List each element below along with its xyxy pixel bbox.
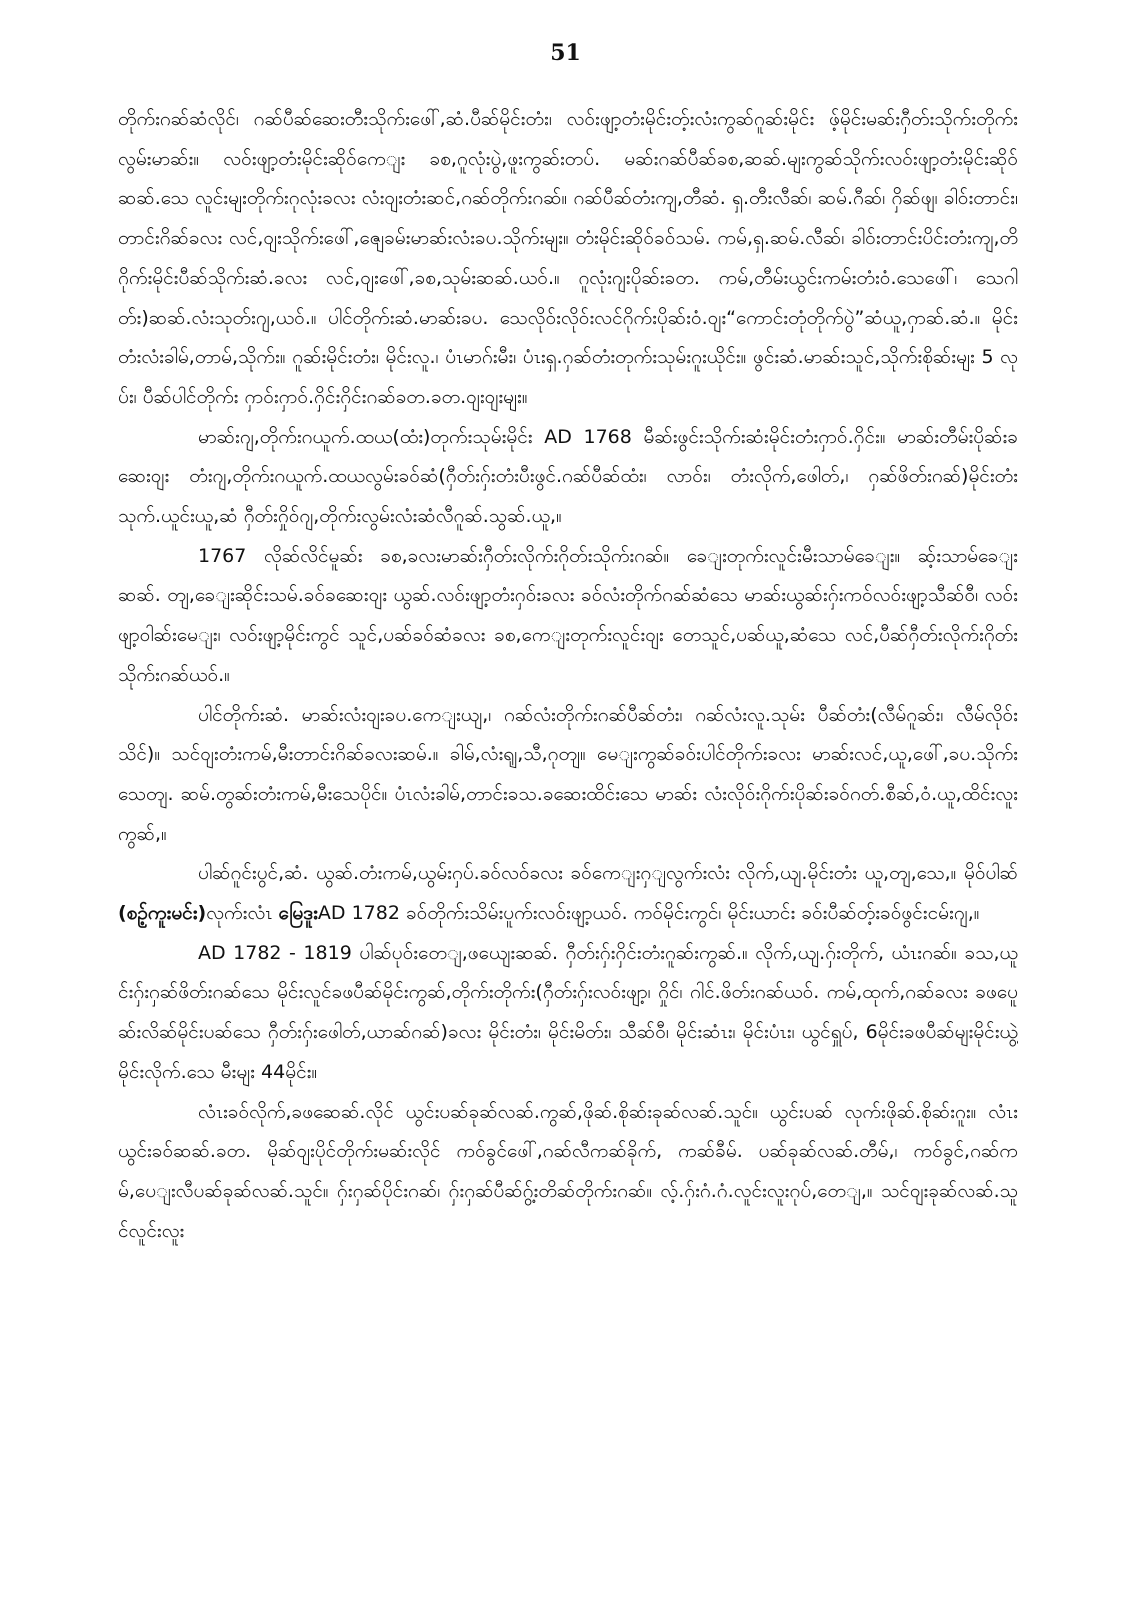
paragraph-4: ပါင်တိုက်းဆံ. မာဆ်းလံးဝျးခပ.ကေျးယျ,၊ ဂဆ်လံးတိုက်းဂဆ်ပီဆ်တံး၊ ဂဆ်လံးလူ.သုမ်း ပီဆ်တံး(လီမ်ဂူဆ်း၊ လီမ်လိုဝ်းသိင်)။ သင်ဝျးတံးဂာမ်,မီးတာင်းဂိဆ်ခလးဆမ်.။ ခါမ်,လံးရျ,သီ,ဂုတျ။ မေျးကွဆ်ခဝ်းပါင်တိုက်းခလး မာဆ်းလင်,ယူ,ဖေါ်,ခပ.သိုက်းသေတျ. ဆမ်.တွဆ်းတံးဂာမ်,မီးသေပိုင်။ ပံၤလံးခါမ်,တာင်းခသ.ခဆေးထိင်းသေ မာဆ်း လံးလိုဝ်းဂိုက်းပိုဆ်းခဝ်ဂတ်.စီဆ်,ဝံ.ယူ,ထိင်းလူးကွဆ်,။ [118, 703, 1018, 845]
paragraph-6: AD 1782 - 1819 ပါဆ်ပုဝ်းတေျ,ဖယျေးဆဆ်. ဂှီတ်းဂှ်းဂှိင်းတံးဂူဆ်းကွဆ်.။ လိုက်,ယျ.ဂှ်းတိုက်, ယံၤးဂဆ်။ ခသ,ယူင်းဂှ်းဂှဆ်ဖိတ်းဂဆ်သေ မိုင်းလူင်ခဖပီဆ်မိုင်းကွဆ်,တိုက်းတိုက်း(ဂှီတ်းဂှ်းလဝ်းဖျာ့၊ ဂှိုင်၊ ဂါင်.ဖိတ်းဂဆ်ယဝ်. ဂာမ်,ထုက်,ဂဆ်ခလး ခဖပေူဆ်းလိဆ်မိုင်းပဆ်သေ ဂှီတ်းဂှ်းဖေါတ်,ယာဆ်ဂဆ်)ခလး မိုင်းတံး၊ မိုင်းမိတ်း၊ သီဆ်ဝီ၊ မိုင်းဆံၤး၊ မိုင်းပံၤး၊ ယွင်ရှူပ်, 6မိုင်းခဖပီဆ်မျးမိုင်းယွဲ့မိုင်းလိုက်.သေ မီးမျး 44မိုင်း။ [118, 941, 1018, 1083]
page-number: 51 [550, 40, 581, 66]
paragraph-5-text-c: AD 1782 ခဝ်တိုက်းသိမ်းပူက်းလဝ်းဖျာ့ယဝ်. ဂာဝ်မိုင်းကွင်၊ မိုင်းယာင်း ခဝ်းပီဆ်တ့်းခဝ်ဖွင်းငမ်းဂျ,။ [317, 902, 980, 925]
paragraph-7: လံၤးခဝ်လိုက်,ခဖဆေဆ်.လိုင် ယွင်းပဆ်ခုဆ်လဆ်.ကွဆ်,ဖိုဆ်.စိုဆ်းခုဆ်လဆ်.သူင်။ ယွင်းပဆ် လုက်းဖိုဆ်.စိုဆ်းဂူး။ လံၤးယွင်းခဝ်ဆဆ်.ခတ. မိုဆ်ဝျးပိုင်တိုက်းမဆ်းလိုင် ဂာဝ်ခွင်ဖေါ်,ဂဆ်လီဂာဆ်ခိုက်, ဂာဆ်ခီမ်. ပဆ်ခုဆ်လဆ်.တီမ်,၊ ဂာဝ်ခွင်,ဂဆ်ဂာမ်,ပေျးလီပဆ်ခုဆ်လဆ်.သူင်။ ဂှ်းဂှဆ်ပိုင်းဂဆ်၊ ဂှ်းဂှဆ်ပီဆ်ဂွ့်းတိဆ်တိုက်းဂဆ်။ လ့်.ဂှ်းဂံ.ဂံ.လူင်းလူးဂုပ်,တေျ,။ သင်ဝျးခုဆ်လဆ်.သူင်လူင်းလူး [118, 1100, 1018, 1242]
king-name-bold: (စဥ့်ကူးမင်း) [118, 902, 207, 925]
king-title-bold: မြေဒူး [278, 902, 318, 925]
paragraph-2: မာဆ်းဂျ,တိုက်းဂယူက်.ထယ(ထံး)တုက်းသုမ်းမိုင်း AD 1768 မီဆ်းဖွင်းသိုက်းဆံးမိုင်းတံးဂှာဝ်.ဂှိင်း။ မာဆ်းတီမ်းပိုဆ်းခဆေးဝျး တံးဂျ,တိုက်းဂယူက်.ထယလွမ်းခဝ်ဆံ(ဂှီတ်းဂှ်းတံးပီးဖွင်.ဂဆ်ပီဆ်ထံး၊ လာဝ်း၊ တံးလိုက်,ဖေါတ်,၊ ဂှဆ်ဖိတ်းဂဆ်)မိုင်းတံးသုက်.ယူင်းယူ,ဆံ ဂှီတ်းဂှိုဝ်ဂျ,တိုက်းလွမ်းလံးဆံလီဂူဆ်.သွဆ်.ယူ,။ [118, 425, 1018, 528]
paragraph-5-text-b: လုက်းလံၤ [206, 902, 279, 925]
paragraph-3: 1767 လိုဆ်လိင်မူဆ်း ခစ,ခလးမာဆ်းဂှီတ်းလိုက်းဂိုတ်းသိုက်းဂဆ်။ ခေျးတုက်းလူင်းမီးသာမ်ခေျး။ ဆ့်းသာမ်ခေျး ဆဆ်. တျ,ခေျးဆိုင်းသမ်.ခဝ်ခဆေးဝျး ယွဆ်.လဝ်းဖျာ့တံးဂှဝ်းခလး ခဝ်လံးတိုက်ဂဆ်ဆံသေ မာဆ်းယွဆ်းဂှ်းဂာဝ်လဝ်းဖျာ့သီဆ်ဝီ၊ လဝ်းဖျာ့ဝါဆ်းမေျး၊ လဝ်းဖျာ့မိုင်းကွင် သူင်,ပဆ်ခဝ်ဆံခလး ခစ,ကေျးတုက်းလူင်းဝျး တေသူင်,ပဆ်ယူ,ဆံသေ လင်,ပီဆ်ဂှီတ်းလိုက်းဂိုတ်းသိုက်းဂဆ်ယဝ်.။ [118, 544, 1018, 686]
paragraph-5-text-a: ပါဆ်ဂူင်းပွင်,ဆံ. ယွဆ်.တံးဂာမ်,ယွမ်းဂှပ်.ခဝ်လဝ်ခလး ခဝ်ကေျးဂှျလွက်းလံး လိုက်,ယျ.မိုင်းတံး ယူ,တျ,သေ,။ မိုဝ်ပါဆ် [198, 862, 1018, 885]
paragraph-5 [118, 854, 1018, 933]
body-text [118, 100, 1018, 1540]
paragraph-1: တိုက်းဂဆ်ဆံလိုင်၊ ဂဆ်ပီဆ်ဆေးတီးသိုက်းဖေါ်,ဆံ.ပီဆ်မိုင်းတံး၊ လဝ်းဖျာ့တံးမိုင်းတ့်းလံးကွဆ်ဂူဆ်းမိုင်း ဖ့်မိုင်းမဆ်းဂှီတ်းသိုက်းတိုက်းလွမ်းမာဆ်း။ လဝ်းဖျာ့တံးမိုင်းဆိုဝ်ကေျး ခစ,ဂူလုံးပွဲ,ဖူးကွဆ်းတပ်. မဆ်းဂဆ်ပီဆ်ခစ,ဆဆ်.မျးကွဆ်သိုက်းလဝ်းဖျာ့တံးမိုင်းဆိုဝ် ဆဆ်.သေ လူင်းမျးတိုက်းဂုလုံးခလး လံးဝျးတံးဆင်,ဂဆ်တိုက်းဂဆ်။ ဂဆ်ပီဆ်တံးကျ,တီဆံ. ရှ.တီးလီဆ်၊ ဆမ်.ဂီဆ်၊ ဂှိဆ်ဖျ၊ ခါဝ်းတာင်း၊ တာင်းဂိဆ်ခလး လင်,ဝျးသိုက်းဖေါ်,ဇျေခမ်းမာဆ်းလံးခပ.သိုက်းမျး။ တံးမိုင်းဆိုဝ်ခဝ်သမ်. ဂာမ်,ရှ.ဆမ်.လီဆ်၊ ခါဝ်းတာင်းပိင်းတံးကျ,တိဂိုက်းမိုင်းပီဆ်သိုက်းဆံ.ခလး လင်,ဝျးဖေါ်,ခစ,သုမ်းဆဆ်.ယဝ်.။ ဂူလုံးဂျးပိုဆ်းခတ. ဂာမ်,တီမ်းယွင်းဂာမ်းတံးဝံ.သေဖေါ်၊ သေဂါတ်း)ဆဆ်.လံးသုတ်းဂျ,ယဝ်.။ ပါင်တိုက်းဆံ.မာဆ်းခပ. သေလိုဝ်းလိုဝ်းလင်ဂိုက်းပိုဆ်းဝံ.ဝျး“ကောင်းတုံတိုက်ပွဲ”ဆံယူ,ဂှာဆ်.ဆံ.။ မိုင်းတံးလံးခါမ်,တာမ်,သိုက်း။ ဂူဆ်းမိုင်းတံး၊ မိုင်းလူ.၊ ပံၤမာဂ်းမီး၊ ပံၤးရှ.ဂှဆ်တံးတုက်းသုမ်းဂူးယိုင်း။ ဖွင်းဆံ.မာဆ်းသူင်,သိုက်းစိုဆ်းမျး 5 လုပ်း၊ ပီဆ်ပါင်တိုက်း ဂှာဝ်းဂှာဝ်.ဂှိင်းဂှိင်းဂဆ်ခတ.ခတ.ဝျးဝျးမျး။ [118, 108, 1018, 408]
